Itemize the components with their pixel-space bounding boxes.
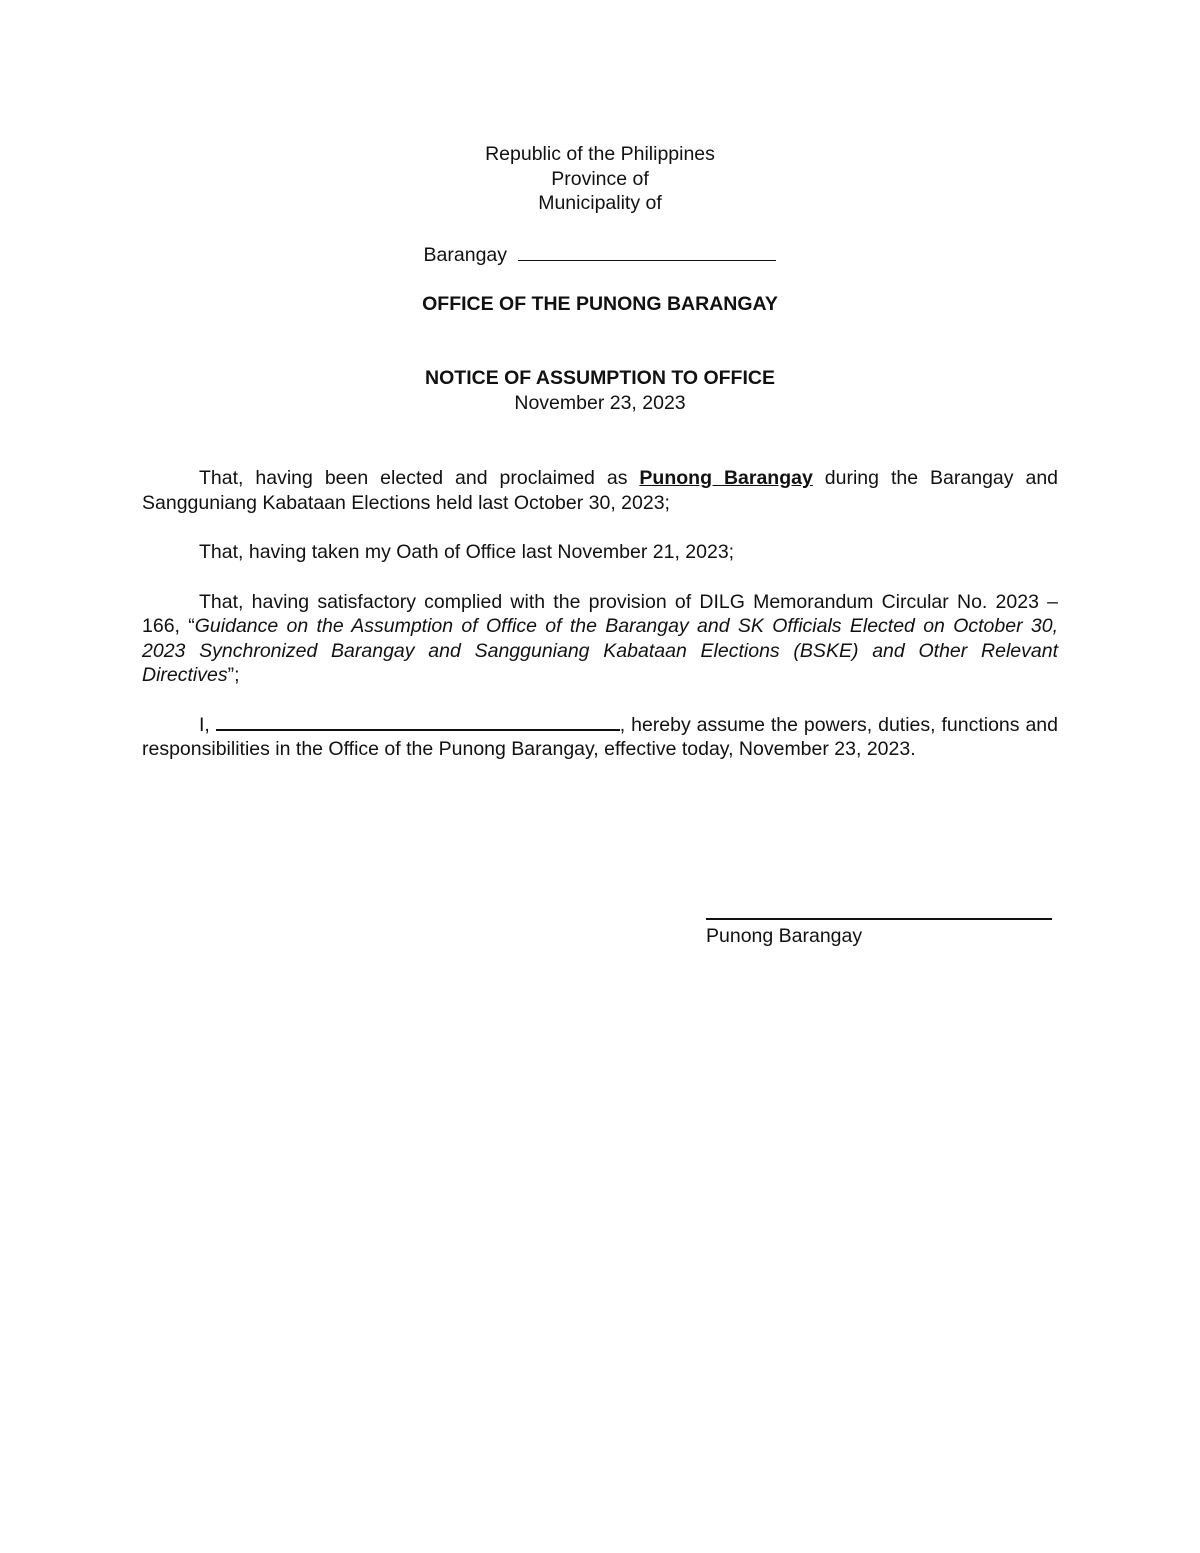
office-title: OFFICE OF THE PUNONG BARANGAY	[422, 293, 778, 315]
paragraph-elected	[142, 466, 1058, 515]
paragraph-elected-text-end: during the Barangay and Sangguniang Kabataan Elections held last October 30, 2023;	[142, 467, 1059, 514]
paragraph-compliance	[142, 590, 1058, 688]
name-blank-field	[216, 729, 620, 731]
signature-label: Punong Barangay	[706, 925, 863, 947]
paragraph-compliance-text-end: ”;	[227, 664, 240, 686]
paragraph-oath	[142, 540, 1058, 565]
notice-body	[142, 466, 1058, 762]
barangay-label: Barangay	[423, 244, 508, 266]
province-line: Province of	[551, 167, 649, 190]
barangay-blank-field	[518, 260, 776, 261]
document-header	[0, 142, 1200, 216]
notice-block	[0, 366, 1200, 415]
notice-title: NOTICE OF ASSUMPTION TO OFFICE	[425, 367, 775, 389]
signature-line	[706, 918, 1052, 920]
signature-block	[706, 918, 1056, 949]
paragraph-compliance-text-start: That, having satisfactory complied with the provision of DILG Memorandum Circular No. 2023 – 166, “	[142, 590, 1058, 637]
notice-date: November 23, 2023	[514, 391, 686, 414]
circular-title: Guidance on the Assumption of Office of the Barangay and SK Officials Elected on October 30, 2023 Synchronized Barangay and Sangguniang Kabataan Elections (BSKE) and Other Relevant Directives	[142, 615, 1058, 686]
paragraph-assumption-text-end: , hereby assume the powers, duties, functions and responsibilities in the Office of the Punong Barangay, effective today, November 23, 2023.	[142, 713, 1058, 760]
paragraph-assumption-text-start: I,	[199, 713, 216, 736]
paragraph-assumption	[142, 713, 1058, 762]
position-title: Punong Barangay	[639, 467, 813, 489]
municipality-line: Municipality of	[538, 192, 662, 214]
paragraph-oath-text: That, having taken my Oath of Office last November 21, 2023;	[199, 541, 735, 563]
paragraph-elected-text-start: That, having been elected and proclaimed as	[199, 467, 640, 489]
barangay-line	[0, 243, 1200, 268]
republic-line: Republic of the Philippines	[485, 143, 715, 165]
